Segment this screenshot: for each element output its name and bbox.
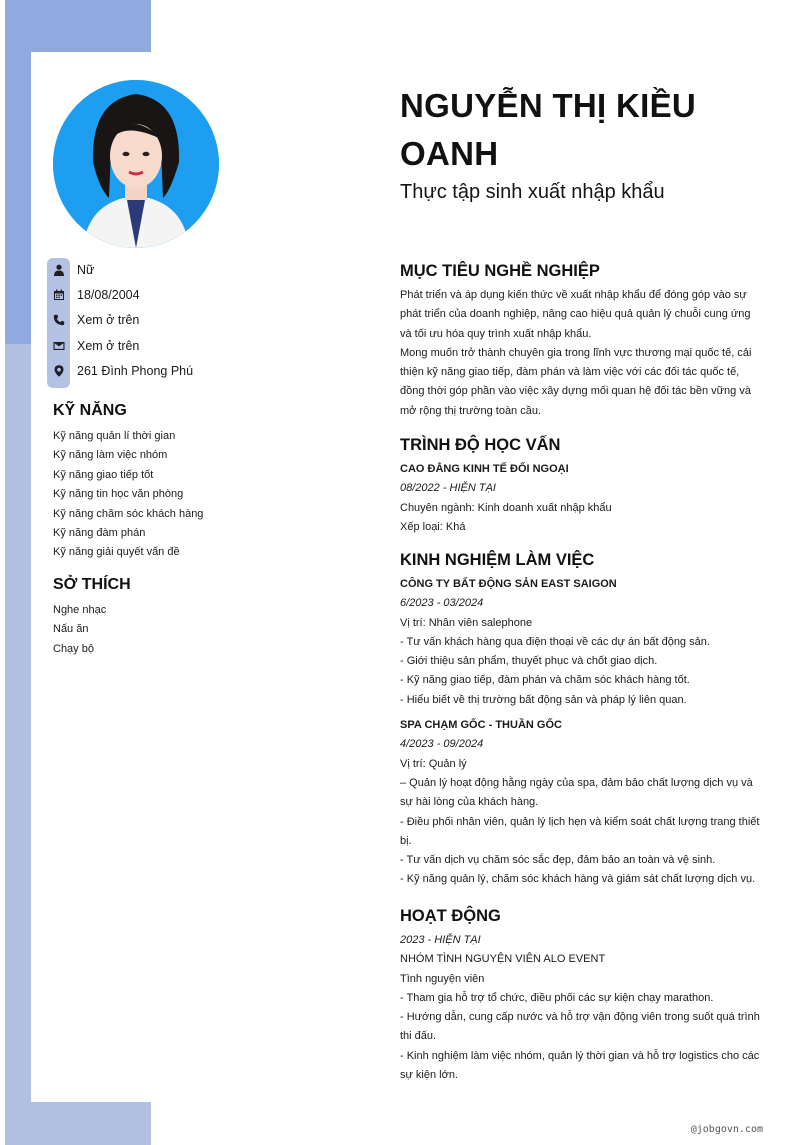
- contact-address-text: 261 Đình Phong Phú: [77, 364, 194, 378]
- activity-duty: - Tham gia hỗ trợ tổ chức, điều phối các sự kiện chạy marathon.: [400, 991, 714, 1004]
- activities-section: [400, 905, 765, 1085]
- hobbies-list: [53, 601, 106, 659]
- contact-phone-text: Xem ở trên: [77, 313, 140, 327]
- objective-section: [400, 260, 765, 421]
- activity-date: 2023 - HIỆN TẠI: [400, 934, 481, 946]
- hobby-item: Chạy bộ: [53, 642, 94, 655]
- education-date: 08/2022 - HIỆN TẠI: [400, 482, 496, 495]
- activity-duty: - Kinh nghiệm làm việc nhóm, quản lý thời gian và hỗ trợ logistics cho các sự kiện lớn.: [400, 1049, 760, 1082]
- activity-org: NHÓM TÌNH NGUYỆN VIÊN ALO EVENT: [400, 953, 606, 966]
- education-school: CAO ĐẲNG KINH TẾ ĐỐI NGOẠI: [400, 463, 569, 475]
- job-duty: - Kỹ năng giao tiếp, đàm phán và chăm sóc khách hàng tốt.: [400, 674, 690, 687]
- job-duty: - Kỹ năng quản lý, chăm sóc khách hàng và giám sát chất lượng dịch vụ.: [400, 873, 756, 886]
- job-duty: - Tư vấn dịch vụ chăm sóc sắc đẹp, đảm bảo an toàn và vệ sinh.: [400, 854, 716, 867]
- activities-heading: HOẠT ĐỘNG: [400, 907, 501, 925]
- location-icon: [47, 365, 70, 377]
- hobbies-heading: SỞ THÍCH: [53, 576, 131, 593]
- job-company: SPA CHẠM GỐC - THUẦN GỐC: [400, 719, 562, 732]
- job-duty: - Điều phối nhân viên, quản lý lịch hẹn và kiểm soát chất lượng trang thiết bị.: [400, 815, 760, 847]
- job-position: Vị trí: Quản lý: [400, 757, 467, 770]
- contact-phone: [47, 310, 139, 330]
- contact-gender: [47, 260, 94, 280]
- job-company: CÔNG TY BẤT ĐỘNG SẢN EAST SAIGON: [400, 578, 617, 590]
- activity-duty: - Hướng dẫn, cung cấp nước và hỗ trợ vận động viên trong suốt quá trình thi đấu.: [400, 1011, 760, 1043]
- skill-item: Kỹ năng tin học văn phòng: [53, 488, 184, 501]
- person-icon: [47, 264, 70, 276]
- job-duty: - Hiểu biết về thị trường bất động sản và pháp lý liên quan.: [400, 693, 687, 706]
- job-date: 6/2023 - 03/2024: [400, 597, 484, 610]
- education-section: [400, 434, 765, 537]
- objective-paragraph: Phát triển và áp dụng kiến thức về xuất nhập khẩu để đóng góp vào sự phát triển của doanh nghiệp, nâng cao hiệu quả quản lý chuỗi cung ứng và tối ưu hóa quy trình xuất nhập khẩu.: [400, 289, 751, 340]
- skill-item: Kỹ năng quản lí thời gian: [53, 430, 176, 442]
- skill-item: Kỹ năng giao tiếp tốt: [53, 468, 154, 481]
- contact-birthday: [47, 285, 140, 305]
- job-duty: - Tư vấn khách hàng qua điện thoại về các dự án bất động sản.: [400, 635, 710, 648]
- skill-item: Kỹ năng chăm sóc khách hàng: [53, 507, 204, 520]
- education-major: Chuyên ngành: Kinh doanh xuất nhập khẩu: [400, 501, 612, 514]
- skill-item: Kỹ năng làm việc nhóm: [53, 449, 168, 462]
- activity-role: Tình nguyện viên: [400, 972, 485, 985]
- skills-heading: KỸ NĂNG: [53, 402, 127, 419]
- watermark: @jobgovn.com: [690, 1124, 763, 1135]
- job-position: Vị trí: Nhân viên salephone: [400, 616, 533, 629]
- education-grade: Xếp loại: Khá: [400, 520, 466, 533]
- objective-paragraph: Mong muốn trở thành chuyên gia trong lĩnh vực thương mại quốc tế, cải thiện kỹ năng giao tiếp, đàm phán và làm việc với các đối tác quốc tế, đồng thời góp phần vào việc xây dựng mối quan hệ đối tác bền vững và mở rộng thị trường toàn cầu.: [400, 346, 752, 417]
- candidate-name: NGUYỄN THỊ KIỀU OANH: [400, 87, 697, 172]
- job-date: 4/2023 - 09/2024: [400, 738, 484, 751]
- contact-gender-text: Nữ: [77, 263, 95, 277]
- objective-heading: MỤC TIÊU NGHỀ NGHIỆP: [400, 262, 600, 280]
- education-heading: TRÌNH ĐỘ HỌC VẤN: [400, 436, 561, 454]
- contact-email-text: Xem ở trên: [77, 339, 140, 353]
- calendar-icon: [47, 289, 70, 301]
- hobby-item: Nấu ăn: [53, 623, 89, 636]
- candidate-role: Thực tập sinh xuất nhập khẩu: [400, 181, 665, 203]
- contact-email: [47, 336, 139, 356]
- skill-item: Kỹ năng giải quyết vấn đề: [53, 546, 180, 559]
- skills-list: [53, 427, 203, 563]
- job-duty: - Giới thiệu sản phẩm, thuyết phục và chốt giao dịch.: [400, 655, 658, 668]
- contact-birthday-text: 18/08/2004: [77, 288, 140, 302]
- contact-address: [47, 361, 193, 381]
- phone-icon: [47, 314, 70, 326]
- hobby-item: Nghe nhạc: [53, 604, 107, 616]
- skill-item: Kỹ năng đàm phán: [53, 526, 146, 539]
- email-icon: [47, 340, 70, 352]
- avatar: [53, 80, 219, 248]
- experience-section: [400, 549, 765, 890]
- experience-heading: KINH NGHIỆM LÀM VIỆC: [400, 551, 595, 569]
- job-duty: – Quản lý hoạt động hằng ngày của spa, đảm bảo chất lượng dịch vụ và sự hài lòng của khách hàng.: [400, 776, 753, 809]
- avatar-photo: [53, 80, 219, 248]
